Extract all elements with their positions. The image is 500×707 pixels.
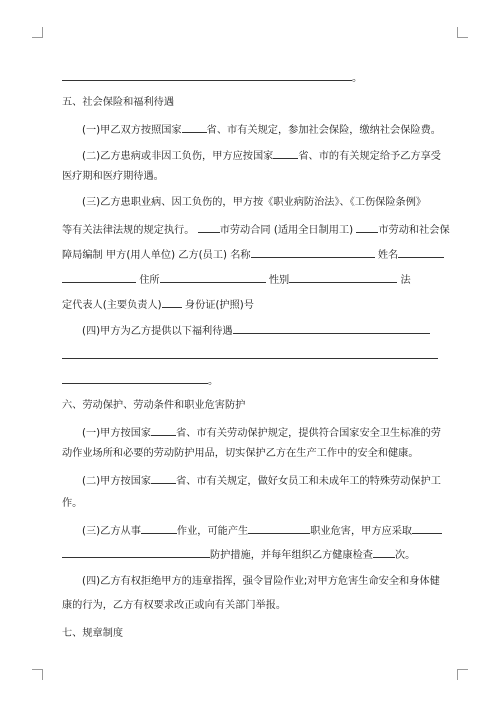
fill-blank bbox=[373, 547, 395, 558]
fill-blank bbox=[289, 272, 397, 283]
fill-blank bbox=[233, 323, 430, 334]
paragraph-5-3-line3: 障局编制 甲方(用人单位) 乙方(员工) 名称 姓名 bbox=[62, 247, 440, 263]
paragraph-5-4-blank bbox=[62, 348, 440, 364]
fill-blank bbox=[356, 222, 378, 233]
paragraph-5-3-line4: 住所 性别 法 bbox=[62, 272, 440, 288]
fill-blank bbox=[141, 523, 177, 534]
paragraph-6-2: (二)甲方按国家 省、市有关规定，做好女员工和未成年工的特殊劳动保护工 bbox=[82, 473, 440, 489]
paragraph-5-3: (三)乙方患职业病、因工负伤的，甲方按《职业病防治法》、《工伤保险条例》 bbox=[82, 197, 427, 208]
paragraph-5-3-line5: 定代表人(主要负责人) 身份证(护照)号 bbox=[62, 297, 440, 313]
fill-blank bbox=[182, 122, 207, 133]
fill-blank bbox=[251, 247, 375, 258]
paragraph-5-4: (四)甲方为乙方提供以下福利待遇 bbox=[82, 323, 440, 339]
paragraph-5-1: (一)甲乙双方按照国家 省、市有关规定，参加社会保险，缴纳社会保险费。 bbox=[82, 122, 440, 138]
fill-blank bbox=[398, 247, 444, 258]
fill-blank bbox=[412, 523, 442, 534]
crop-mark-bottom-left bbox=[32, 669, 43, 680]
section-heading-7: 七、规章制度 bbox=[62, 628, 124, 639]
paragraph-6-4: (四)乙方有权拒绝甲方的违章指挥，强令冒险作业;对甲方危害生命安全和身体健 bbox=[82, 576, 440, 587]
fill-blank bbox=[62, 547, 210, 558]
fill-blank bbox=[198, 222, 220, 233]
fill-blank bbox=[62, 373, 208, 384]
section-heading-6: 六、劳动保护、劳动条件和职业危害防护 bbox=[62, 400, 246, 411]
paragraph-5-4-end: 。 bbox=[62, 373, 440, 389]
fill-blank bbox=[160, 272, 266, 283]
crop-mark-top-left bbox=[32, 27, 43, 38]
paragraph-5-2-cont: 医疗期和医疗期待遇。 bbox=[62, 171, 164, 182]
fill-blank bbox=[248, 523, 310, 534]
paragraph-5-2: (二)乙方患病或非因工负伤，甲方应按国家 省、市的有关规定给予乙方享受 bbox=[82, 148, 440, 164]
section-heading-5: 五、社会保险和福利待遇 bbox=[62, 97, 175, 108]
crop-mark-top-right bbox=[457, 27, 468, 38]
fill-blank bbox=[62, 272, 136, 283]
paragraph-6-1-cont: 动作业场所和必要的劳动防护用品，切实保护乙方在生产工作中的安全和健康。 bbox=[62, 448, 419, 459]
fill-blank bbox=[273, 148, 298, 159]
fill-blank bbox=[162, 297, 182, 308]
fill-blank bbox=[151, 425, 176, 436]
paragraph-6-3: (三)乙方从事 作业，可能产生 职业危害，甲方应采取 bbox=[82, 523, 440, 539]
fill-blank bbox=[151, 473, 176, 484]
paragraph-6-2-cont: 作。 bbox=[62, 498, 83, 509]
doc-line-continuation: 。 bbox=[62, 70, 440, 86]
paragraph-6-3-cont: 防护措施，并每年组织乙方健康检查 次。 bbox=[62, 547, 440, 563]
paragraph-6-1: (一)甲方按国家 省、市有关劳动保护规定，提供符合国家安全卫生标准的劳 bbox=[82, 425, 440, 441]
paragraph-5-3-line2: 等有关法律法规的规定执行。 市劳动合同 (适用全日制用工) 市劳动和社会保 bbox=[62, 222, 440, 238]
crop-mark-bottom-right bbox=[457, 669, 468, 680]
fill-blank bbox=[62, 348, 438, 359]
paragraph-6-4-cont: 康的行为，乙方有权要求改正或向有关部门举报。 bbox=[62, 600, 287, 611]
fill-blank bbox=[62, 70, 352, 81]
